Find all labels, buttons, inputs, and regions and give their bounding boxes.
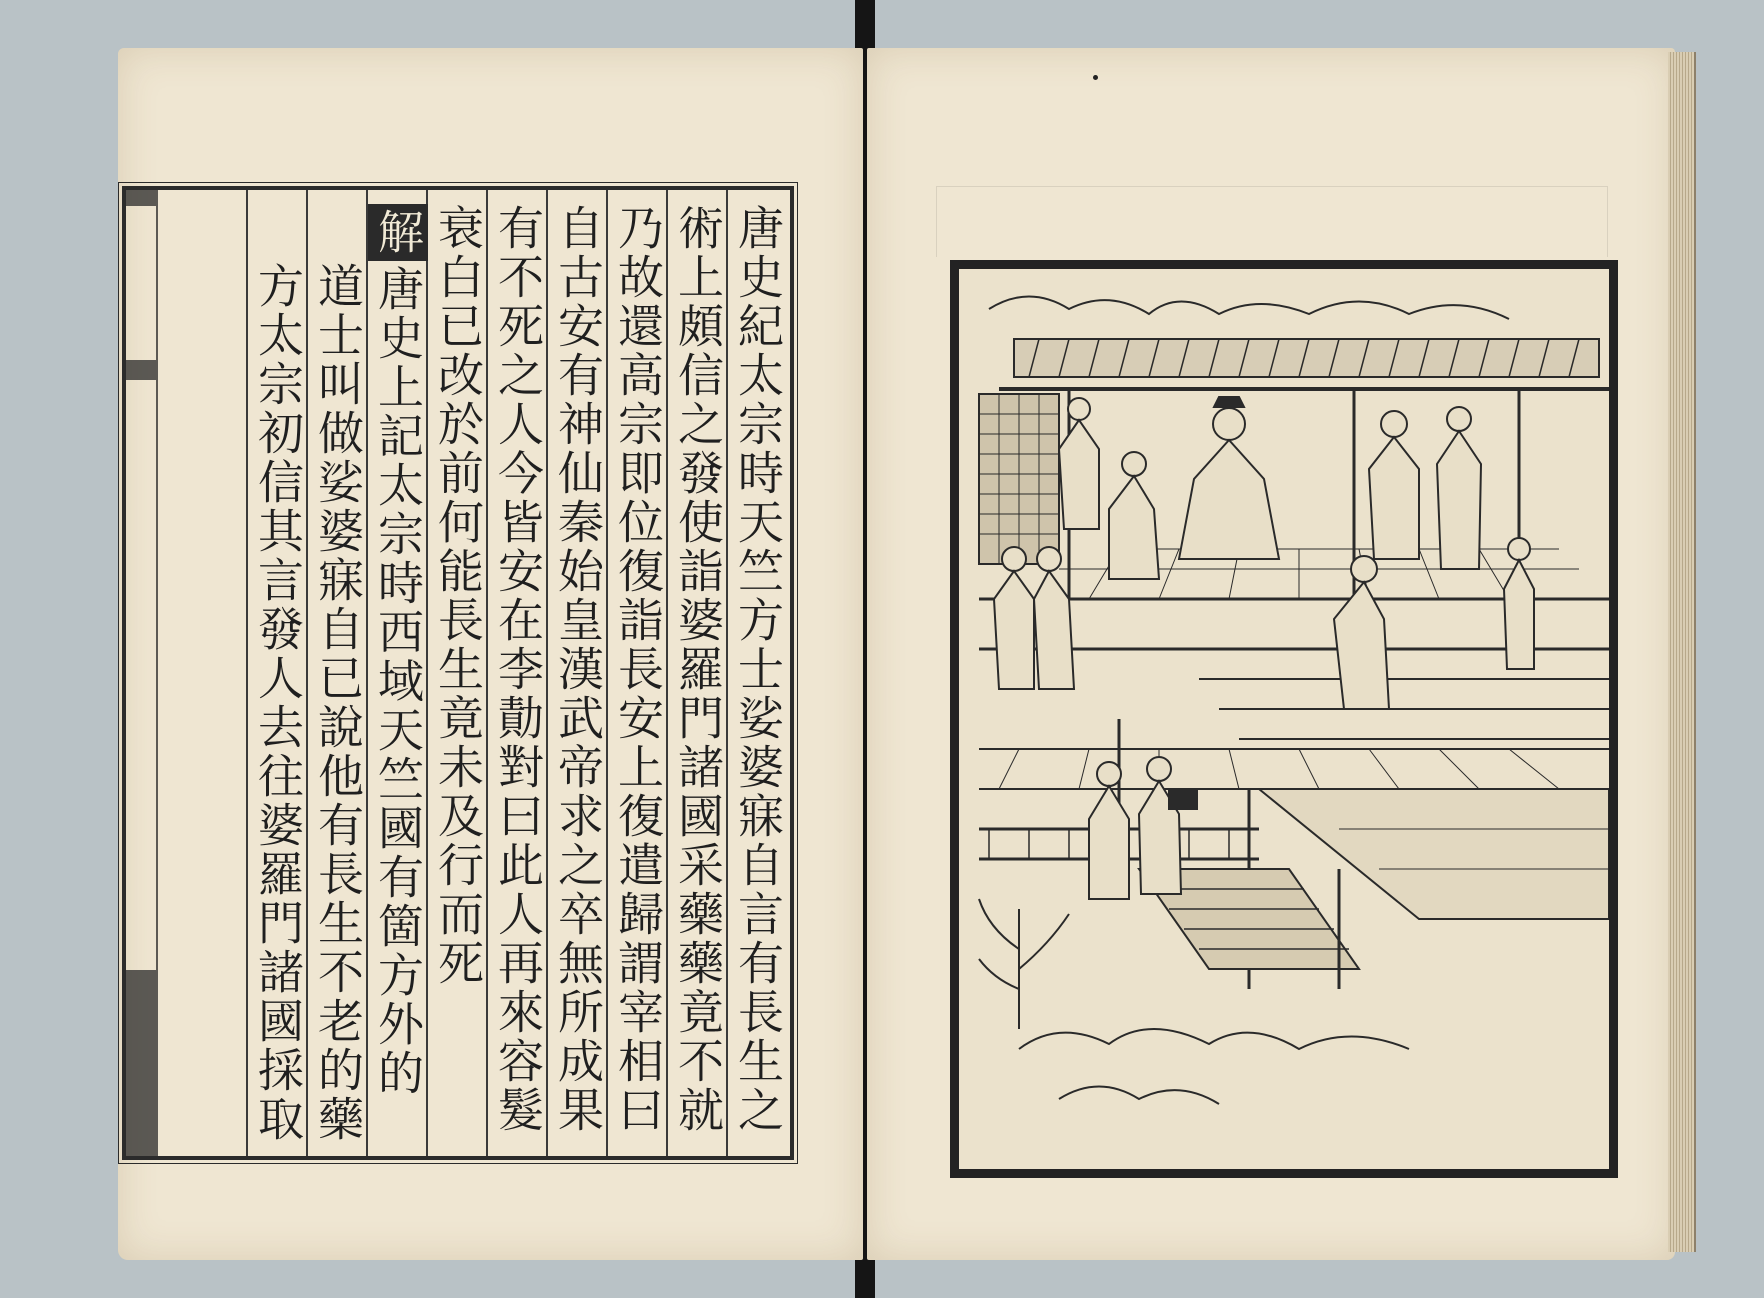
column-text: 有不死之人今皆安在李勣對曰此人再來容髮 <box>491 204 545 1135</box>
faint-frame <box>936 186 1608 257</box>
text-column-4 <box>546 190 608 1156</box>
text-block <box>122 186 794 1160</box>
column-text: 術上頗信之發使詣婆羅門諸國采藥藥竟不就 <box>671 204 725 1135</box>
page-edges <box>1668 52 1696 1252</box>
text-column-7 <box>366 190 428 1156</box>
column-text: 衰白已改於前何能長生竟未及行而死 <box>431 204 485 988</box>
text-column-9 <box>246 190 308 1156</box>
text-column-2 <box>666 190 728 1156</box>
jie-badge: 解 <box>368 204 428 261</box>
text-column-6 <box>426 190 488 1156</box>
text-column-1 <box>726 190 788 1156</box>
text-column-5 <box>486 190 548 1156</box>
column-text: 自古安有神仙秦始皇漢武帝求之卒無所成果 <box>551 204 605 1135</box>
ink-dot <box>1093 75 1098 80</box>
column-text: 道士叫做娑婆寐自已說他有長生不老的藥 <box>311 262 365 1144</box>
commentary-text: 唐史上記太宗時西域天竺國有箇方外的 <box>371 265 425 1098</box>
text-column-3 <box>606 190 668 1156</box>
column-text: 方太宗初信其言發人去往婆羅門諸國採取 <box>251 262 305 1144</box>
text-column-8 <box>306 190 368 1156</box>
margin-strip <box>126 190 158 1156</box>
column-text <box>368 204 428 1156</box>
column-text: 乃故還高宗即位復詣長安上復遣歸謂宰相曰 <box>611 204 665 1135</box>
column-text: 唐史紀太宗時天竺方士娑婆寐自言有長生之 <box>731 204 785 1135</box>
illustration-drawing <box>959 269 1609 1169</box>
palace-illustration <box>950 260 1618 1178</box>
